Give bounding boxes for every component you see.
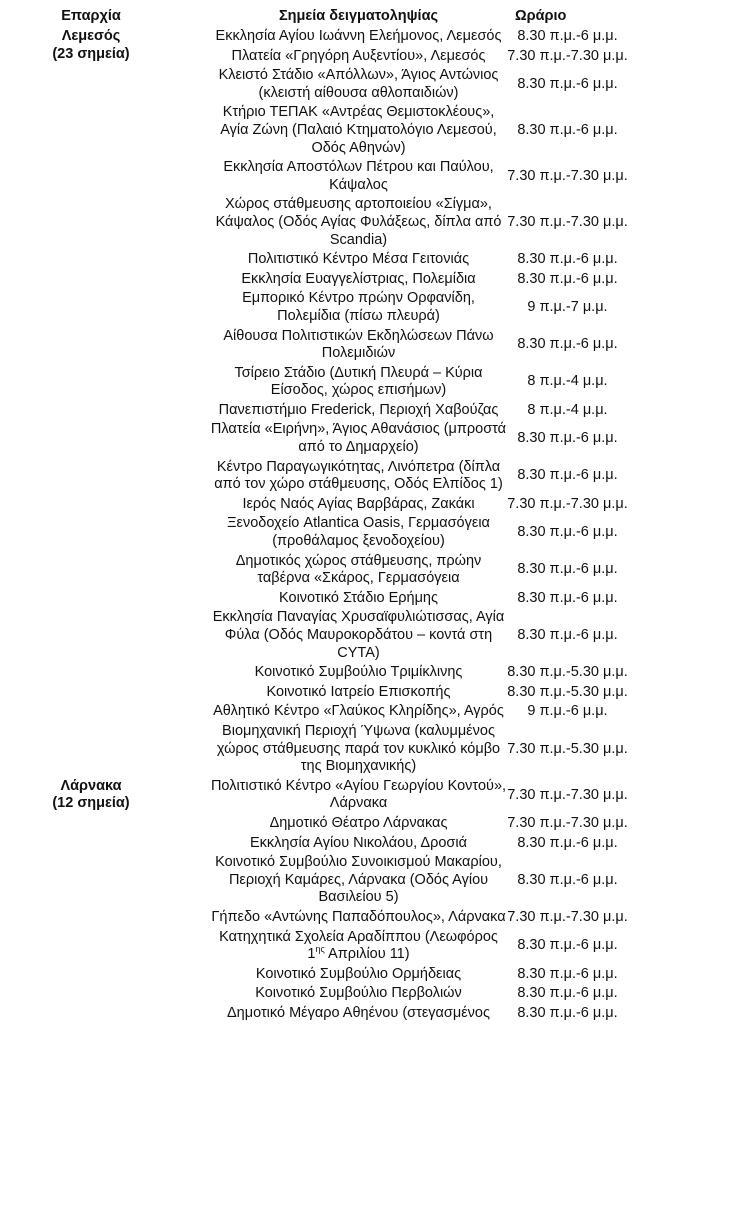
sampling-site-cell: Εκκλησία Αποστόλων Πέτρου και Παύλου, Κάψαλος [223,159,494,193]
opening-hours-cell: 7.30 π.μ.-7.30 μ.μ. [507,47,628,64]
sampling-site-cell [210,928,507,965]
sampling-site-cell: Εκκλησία Αγίου Νικολάου, Δροσιά [250,834,467,851]
opening-hours-cell: 8.30 π.μ.-6 μ.μ. [517,467,618,484]
opening-hours-cell: 8.30 π.μ.-6 μ.μ. [517,524,618,541]
opening-hours-cell: 7.30 π.μ.-7.30 μ.μ. [507,167,628,184]
table-header-row [0,0,750,27]
site-ordinal-superscript: ης [315,944,325,955]
sampling-site-cell: Χώρος στάθμευσης αρτοποιείου «Σίγμα», Κάψαλος (Οδός Αγίας Φυλάξεως, δίπλα από Scandia) [215,196,502,248]
sampling-site-cell: Αθλητικό Κέντρο «Γλαύκος Κληρίδης», Αγρός [213,703,504,720]
sampling-site-cell: Εμπορικό Κέντρο πρώην Ορφανίδη, Πολεμίδια (πίσω πλευρά) [242,290,475,324]
opening-hours-cell: 8.30 π.μ.-6 μ.μ. [517,75,618,92]
district-name: Λάρνακα [60,777,122,794]
sampling-site-cell: Τσίρειο Στάδιο (Δυτική Πλευρά – Κύρια Είσοδος, χώρος επισήμων) [234,364,483,399]
opening-hours-cell: 8 π.μ.-4 μ.μ. [527,373,608,390]
opening-hours-cell: 7.30 π.μ.-7.30 μ.μ. [507,786,628,803]
sampling-site-cell: Εκκλησία Παναγίας Χρυσαϊφυλιώτισσας, Αγία Φύλα (Οδός Μαυροκορδάτου – κοντά στη CYTA) [212,609,505,661]
opening-hours-cell: 7.30 π.μ.-7.30 μ.μ. [507,814,628,831]
district-cell [0,777,210,1024]
district-name: Λεμεσός [61,28,121,44]
sampling-site-cell: Κοινοτικό Συμβούλιο Περβολιών [255,985,462,1002]
sampling-site-cell: Αίθουσα Πολιτιστικών Εκδηλώσεων Πάνω Πολεμιδιών [223,327,494,362]
opening-hours-cell: 9 π.μ.-6 μ.μ. [527,703,608,720]
opening-hours-cell: 8.30 π.μ.-6 μ.μ. [517,589,618,606]
sampling-site-cell: Κτήριο ΤΕΠΑΚ «Αντρέας Θεμιστοκλέους», Αγία Ζώνη (Παλαιό Κτηματολόγιο Λεμεσού, Οδός Αθηνών) [220,104,497,156]
opening-hours-cell: 8.30 π.μ.-6 μ.μ. [517,336,618,353]
sampling-site-cell: Ιερός Ναός Αγίας Βαρβάρας, Ζακάκι [242,495,475,512]
opening-hours-cell: 7.30 π.μ.-7.30 μ.μ. [507,908,628,925]
column-header-district: Επαρχία [61,8,121,24]
sampling-site-cell: Δημοτικό Θέατρο Λάρνακας [269,814,448,831]
table-body [0,27,750,1023]
opening-hours-cell: 8.30 π.μ.-5.30 μ.μ. [507,664,628,681]
opening-hours-cell: 8.30 π.μ.-6 μ.μ. [517,627,618,643]
opening-hours-cell: 8.30 π.μ.-6 μ.μ. [517,937,618,954]
sampling-site-cell: Κέντρο Παραγωγικότητας, Λινόπετρα (δίπλα από τον χώρο στάθμευσης, Οδός Ελπίδος 1) [214,458,503,493]
site-text: Απριλίου 11) [324,946,410,963]
table-row [0,777,750,814]
sampling-site-cell: Βιομηχανική Περιοχή Ύψωνα (καλυμμένος χώρος στάθμευσης παρά τον κυκλικό κόμβο της Βιομηχανικής) [216,722,501,775]
opening-hours-cell: 8.30 π.μ.-6 μ.μ. [517,251,618,268]
sampling-site-cell: Πολιτιστικό Κέντρο Μέσα Γειτονιάς [247,251,470,268]
site-text: Κατηχητικά Σχολεία Αραδίππου (Λεωφόρος 1 [219,928,498,963]
opening-hours-cell: 9 π.μ.-7 μ.μ. [527,299,608,316]
opening-hours-cell: 8.30 π.μ.-6 μ.μ. [517,1004,618,1021]
sampling-site-cell: Πανεπιστήμιο Frederick, Περιοχή Χαβούζας [218,401,499,418]
opening-hours-cell: 8.30 π.μ.-6 μ.μ. [517,121,618,138]
opening-hours-cell: 8 π.μ.-4 μ.μ. [527,401,608,418]
opening-hours-cell: 8.30 π.μ.-6 μ.μ. [517,270,618,287]
sampling-site-cell: Ξενοδοχείο Atlantica Oasis, Γερμασόγεια (προθάλαμος ξενοδοχείου) [227,515,490,550]
sampling-site-cell: Δημοτικός χώρος στάθμευσης, πρώην ταβέρνα «Σκάρος, Γερμασόγεια [235,552,482,587]
opening-hours-cell: 7.30 π.μ.-7.30 μ.μ. [507,213,628,230]
sampling-site-cell: Κοινοτικό Ιατρείο Επισκοπής [266,683,451,700]
opening-hours-cell: 8.30 π.μ.-6 μ.μ. [517,430,618,447]
sampling-site-cell: Κοινοτικό Συμβούλιο Ορμήδειας [255,965,462,982]
opening-hours-cell: 8.30 π.μ.-6 μ.μ. [517,28,618,44]
opening-hours-cell: 8.30 π.μ.-6 μ.μ. [517,871,618,888]
opening-hours-cell: 8.30 π.μ.-5.30 μ.μ. [507,683,628,700]
table-row [0,27,750,47]
column-header-sites: Σημεία δειγματοληψίας [278,8,439,24]
sampling-site-cell: Πολιτιστικό Κέντρο «Αγίου Γεωργίου Κοντού», Λάρνακα [210,777,507,812]
sampling-site-cell: Γήπεδο «Αντώνης Παπαδόπουλος», Λάρνακα [211,908,506,925]
opening-hours-cell: 8.30 π.μ.-6 μ.μ. [517,834,618,851]
sampling-site-cell: Εκκλησία Αγίου Ιωάννη Ελεήμονος, Λεμεσός [215,28,502,44]
opening-hours-cell: 8.30 π.μ.-6 μ.μ. [517,561,618,578]
opening-hours-cell: 7.30 π.μ.-7.30 μ.μ. [507,495,628,512]
sampling-site-cell: Κλειστό Στάδιο «Απόλλων», Άγιος Αντώνιος (κλειστή αίθουσα αθλοπαιδιών) [218,67,499,101]
sampling-site-cell: Πλατεία «Ειρήνη», Άγιος Αθανάσιος (μπροστά από το Δημαρχείο) [210,421,507,456]
sampling-site-cell: Κοινοτικό Στάδιο Ερήμης [279,589,438,606]
district-point-count: (23 σημεία) [52,45,130,62]
district-cell [0,27,210,777]
sampling-site-cell: Κοινοτικό Συμβούλιο Τριμίκλινης [254,664,463,681]
sampling-site-cell: Δημοτικό Μέγαρο Αθηένου (στεγασμένος [226,1004,490,1021]
opening-hours-cell: 8.30 π.μ.-6 μ.μ. [517,985,618,1002]
opening-hours-cell: 8.30 π.μ.-6 μ.μ. [517,965,618,982]
sampling-site-cell: Κοινοτικό Συμβούλιο Συνοικισμού Μακαρίου, Περιοχή Καμάρες, Λάρνακα (Οδός Αγίου Βασιλείου 5) [215,854,502,906]
opening-hours-cell: 7.30 π.μ.-5.30 μ.μ. [507,740,628,757]
sampling-site-cell: Εκκλησία Ευαγγελίστριας, Πολεμίδια [241,270,476,287]
district-point-count: (12 σημεία) [52,795,130,812]
column-header-hours: Ωράριο [515,8,567,24]
sampling-site-cell: Πλατεία «Γρηγόρη Αυξεντίου», Λεμεσός [231,47,486,64]
